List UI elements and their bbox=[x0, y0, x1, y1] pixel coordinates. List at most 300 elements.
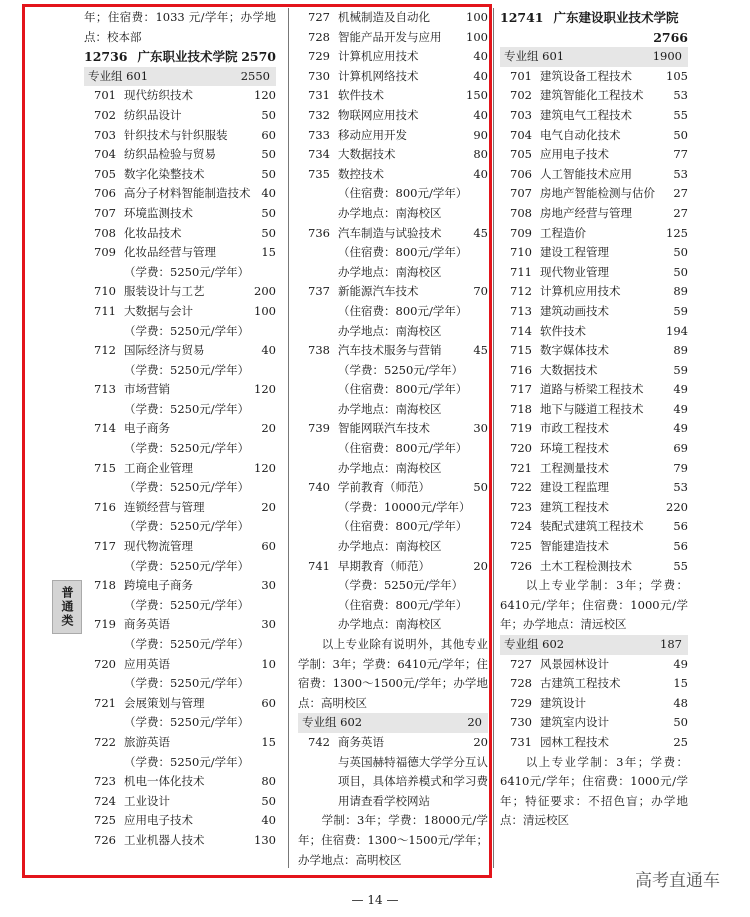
major-code: 731 bbox=[308, 88, 330, 103]
major-note: 与英国赫特福德大学学分互认项目，具体培养模式和学习费用请查看学校网站 bbox=[338, 754, 488, 808]
major-code: 725 bbox=[94, 813, 116, 828]
major-quota: 120 bbox=[254, 88, 276, 103]
major-name: 工商企业管理 bbox=[124, 460, 193, 475]
major-code: 719 bbox=[510, 421, 532, 436]
major-code: 701 bbox=[510, 68, 532, 83]
major-name: 连锁经营与管理 bbox=[124, 499, 205, 514]
major-code: 714 bbox=[510, 323, 532, 338]
major-code: 738 bbox=[308, 343, 330, 358]
note-paragraph: 以上专业学制：3年；学费：6410元/学年；住宿费：1000元/学年；办学地点：清远校区 bbox=[500, 578, 688, 632]
major-name: 市场营销 bbox=[124, 382, 170, 397]
major-code: 735 bbox=[308, 166, 330, 181]
major-code: 740 bbox=[308, 480, 330, 495]
major-row bbox=[500, 380, 688, 400]
major-quota: 49 bbox=[673, 421, 688, 436]
major-code: 732 bbox=[308, 107, 330, 122]
school-name: 广东建设职业技术学院 bbox=[553, 10, 679, 25]
major-name: 建筑设备工程技术 bbox=[540, 68, 632, 83]
major-name: 工业设计 bbox=[124, 793, 170, 808]
school-header bbox=[84, 47, 276, 67]
major-row bbox=[500, 204, 688, 224]
major-row bbox=[84, 419, 276, 439]
major-name: 电气自动化技术 bbox=[540, 127, 621, 142]
major-row bbox=[298, 126, 488, 146]
major-quota: 50 bbox=[261, 793, 276, 808]
major-note: （学费：5250元/学年） bbox=[338, 578, 464, 593]
major-row bbox=[500, 419, 688, 439]
major-name: 建筑动画技术 bbox=[540, 303, 609, 318]
major-name: 服装设计与工艺 bbox=[124, 284, 205, 299]
major-quota: 50 bbox=[261, 147, 276, 162]
major-row bbox=[500, 224, 688, 244]
major-row bbox=[84, 341, 276, 361]
major-quota: 89 bbox=[673, 284, 688, 299]
major-quota: 56 bbox=[673, 519, 688, 534]
major-code: 705 bbox=[510, 147, 532, 162]
major-row bbox=[500, 263, 688, 283]
major-quota: 48 bbox=[673, 695, 688, 710]
major-note: （学费：5250元/学年） bbox=[124, 401, 250, 416]
major-row bbox=[500, 694, 688, 714]
major-name: 纺织品检验与贸易 bbox=[124, 147, 216, 162]
major-quota: 49 bbox=[673, 382, 688, 397]
group-quota: 187 bbox=[660, 637, 682, 651]
major-name: 市政工程技术 bbox=[540, 421, 609, 436]
major-name: 汽车技术服务与营销 bbox=[338, 343, 442, 358]
major-code: 704 bbox=[94, 147, 116, 162]
major-name: 建筑工程技术 bbox=[540, 499, 609, 514]
major-name: 应用电子技术 bbox=[124, 813, 193, 828]
major-name: 环境监测技术 bbox=[124, 205, 193, 220]
major-code: 702 bbox=[510, 88, 532, 103]
major-name: 应用英语 bbox=[124, 656, 170, 671]
major-quota: 100 bbox=[466, 10, 488, 24]
major-name: 机电一体化技术 bbox=[124, 774, 205, 789]
major-code: 718 bbox=[510, 401, 532, 416]
major-note: 办学地点：南海校区 bbox=[338, 617, 442, 632]
major-row bbox=[298, 47, 488, 67]
major-quota: 80 bbox=[261, 774, 276, 789]
major-row bbox=[500, 459, 688, 479]
major-note: （住宿费：800元/学年） bbox=[338, 519, 468, 534]
major-quota: 15 bbox=[673, 676, 688, 691]
major-name: 现代物流管理 bbox=[124, 539, 193, 554]
major-quota: 220 bbox=[666, 499, 688, 514]
major-quota: 30 bbox=[261, 578, 276, 593]
major-code: 725 bbox=[510, 539, 532, 554]
major-row bbox=[84, 184, 276, 204]
major-name: 高分子材料智能制造技术 bbox=[124, 186, 251, 201]
major-code: 733 bbox=[308, 127, 330, 142]
major-row bbox=[500, 655, 688, 675]
major-code: 724 bbox=[94, 793, 116, 808]
major-code: 720 bbox=[510, 441, 532, 456]
major-name: 地下与隧道工程技术 bbox=[540, 401, 644, 416]
major-code: 717 bbox=[94, 539, 116, 554]
school-total: 2766 bbox=[653, 29, 688, 45]
major-row bbox=[500, 322, 688, 342]
major-row bbox=[298, 165, 488, 185]
major-note: （学费：5250元/学年） bbox=[124, 264, 250, 279]
group-name: 专业组 601 bbox=[504, 49, 565, 64]
watermark: 高考直通车 bbox=[635, 871, 720, 891]
major-quota: 89 bbox=[673, 343, 688, 358]
note-paragraph: 以上专业除有说明外，其他专业学制：3年；学费：6410元/学年；住宿费：1300～1500元/学年；办学地点：高明校区 bbox=[298, 637, 488, 710]
note-paragraph: 年；住宿费：1033 元/学年；办学地点：校本部 bbox=[84, 10, 276, 44]
major-name: 化妆品技术 bbox=[124, 225, 182, 240]
note-paragraph: 学制：3年；学费：18000元/学年；住宿费：1300～1500元/学年；办学地点：高明校区 bbox=[298, 813, 488, 867]
major-note: （学费：5250元/学年） bbox=[124, 715, 250, 730]
major-code: 717 bbox=[510, 382, 532, 397]
major-name: 应用电子技术 bbox=[540, 147, 609, 162]
school-code: 12741 bbox=[500, 10, 544, 25]
major-row bbox=[298, 419, 488, 439]
major-code: 706 bbox=[94, 186, 116, 201]
major-name: 大数据技术 bbox=[540, 362, 598, 377]
column-divider bbox=[493, 8, 494, 868]
major-quota: 60 bbox=[261, 539, 276, 554]
major-name: 数控技术 bbox=[338, 166, 384, 181]
major-name: 计算机应用技术 bbox=[540, 284, 621, 299]
major-code: 709 bbox=[94, 245, 116, 260]
major-quota: 77 bbox=[673, 147, 688, 162]
school-header bbox=[500, 8, 688, 28]
page-number: — 14 — bbox=[351, 893, 399, 907]
major-quota: 120 bbox=[254, 460, 276, 475]
major-row bbox=[298, 86, 488, 106]
major-row bbox=[500, 243, 688, 263]
major-name: 化妆品经营与管理 bbox=[124, 245, 216, 260]
major-name: 工业机器人技术 bbox=[124, 832, 205, 847]
major-quota: 70 bbox=[473, 284, 488, 299]
major-quota: 40 bbox=[473, 166, 488, 181]
major-code: 718 bbox=[94, 578, 116, 593]
major-quota: 27 bbox=[673, 186, 688, 201]
major-row bbox=[500, 165, 688, 185]
major-quota: 50 bbox=[261, 166, 276, 181]
major-row bbox=[84, 380, 276, 400]
major-code: 709 bbox=[510, 225, 532, 240]
major-row bbox=[298, 67, 488, 87]
major-quota: 50 bbox=[673, 264, 688, 279]
major-code: 707 bbox=[510, 186, 532, 201]
major-name: 大数据技术 bbox=[338, 147, 396, 162]
major-code: 728 bbox=[308, 29, 330, 44]
major-name: 旅游英语 bbox=[124, 734, 170, 749]
major-code: 724 bbox=[510, 519, 532, 534]
major-quota: 30 bbox=[261, 617, 276, 632]
major-quota: 30 bbox=[473, 421, 488, 436]
group-name: 专业组 602 bbox=[504, 637, 565, 651]
major-code: 730 bbox=[308, 68, 330, 83]
major-name: 工程测量技术 bbox=[540, 460, 609, 475]
major-note: （学费：5250元/学年） bbox=[124, 558, 250, 573]
major-row bbox=[500, 145, 688, 165]
major-code: 731 bbox=[510, 734, 532, 749]
major-row bbox=[500, 86, 688, 106]
major-code: 741 bbox=[308, 558, 330, 573]
major-quota: 50 bbox=[261, 107, 276, 122]
major-row bbox=[500, 498, 688, 518]
major-code: 713 bbox=[510, 303, 532, 318]
major-quota: 20 bbox=[473, 734, 488, 749]
major-note: （学费：5250元/学年） bbox=[124, 597, 250, 612]
major-quota: 90 bbox=[473, 127, 488, 142]
major-row bbox=[298, 557, 488, 577]
major-row bbox=[298, 341, 488, 361]
major-quota: 50 bbox=[673, 245, 688, 260]
major-name: 土木工程检测技术 bbox=[540, 558, 632, 573]
major-quota: 10 bbox=[261, 656, 276, 671]
major-row bbox=[84, 165, 276, 185]
major-quota: 45 bbox=[473, 343, 488, 358]
major-row bbox=[500, 439, 688, 459]
major-code: 714 bbox=[94, 421, 116, 436]
major-row bbox=[298, 733, 488, 753]
major-code: 742 bbox=[308, 734, 330, 749]
major-quota: 40 bbox=[261, 343, 276, 358]
major-name: 计算机应用技术 bbox=[338, 49, 419, 64]
major-quota: 80 bbox=[473, 147, 488, 162]
group-quota: 1900 bbox=[652, 49, 682, 64]
major-quota: 79 bbox=[673, 460, 688, 475]
major-name: 商务英语 bbox=[124, 617, 170, 632]
category-label: 普通类 bbox=[52, 580, 82, 634]
major-name: 国际经济与贸易 bbox=[124, 343, 205, 358]
school-name: 广东职业技术学院 bbox=[137, 49, 238, 65]
major-note: 办学地点：南海校区 bbox=[338, 401, 442, 416]
major-row bbox=[84, 145, 276, 165]
major-note: （住宿费：800元/学年） bbox=[338, 245, 468, 260]
major-name: 软件技术 bbox=[338, 88, 384, 103]
major-row bbox=[500, 478, 688, 498]
major-group-header bbox=[500, 635, 688, 655]
major-quota: 40 bbox=[473, 68, 488, 83]
major-quota: 49 bbox=[673, 401, 688, 416]
major-row bbox=[500, 106, 688, 126]
major-note: 办学地点：南海校区 bbox=[338, 205, 442, 220]
major-name: 建筑设计 bbox=[540, 695, 586, 710]
major-row bbox=[84, 224, 276, 244]
major-code: 710 bbox=[94, 284, 116, 299]
major-quota: 50 bbox=[473, 480, 488, 495]
major-row bbox=[500, 557, 688, 577]
major-code: 729 bbox=[308, 49, 330, 64]
major-quota: 55 bbox=[673, 558, 688, 573]
major-note: 办学地点：南海校区 bbox=[338, 460, 442, 475]
major-name: 人工智能技术应用 bbox=[540, 166, 632, 181]
major-row bbox=[500, 537, 688, 557]
major-code: 715 bbox=[510, 343, 532, 358]
major-quota: 45 bbox=[473, 225, 488, 240]
major-name: 建筑室内设计 bbox=[540, 715, 609, 730]
major-note: （学费：5250元/学年） bbox=[124, 362, 250, 377]
major-code: 713 bbox=[94, 382, 116, 397]
major-name: 建筑电气工程技术 bbox=[540, 107, 632, 122]
major-code: 736 bbox=[308, 225, 330, 240]
major-note: （学费：5250元/学年） bbox=[124, 754, 250, 769]
major-note: （住宿费：800元/学年） bbox=[338, 303, 468, 318]
major-name: 道路与桥梁工程技术 bbox=[540, 382, 644, 397]
major-quota: 60 bbox=[261, 127, 276, 142]
major-row bbox=[84, 831, 276, 851]
major-row bbox=[500, 302, 688, 322]
major-row bbox=[84, 733, 276, 753]
major-name: 智能网联汽车技术 bbox=[338, 421, 430, 436]
major-code: 728 bbox=[510, 676, 532, 691]
major-note: （学费：5250元/学年） bbox=[124, 480, 250, 495]
major-code: 708 bbox=[94, 225, 116, 240]
major-row bbox=[500, 184, 688, 204]
major-name: 机械制造及自动化 bbox=[338, 10, 430, 24]
major-quota: 40 bbox=[261, 813, 276, 828]
major-quota: 53 bbox=[673, 166, 688, 181]
major-code: 716 bbox=[94, 499, 116, 514]
major-row bbox=[500, 361, 688, 381]
major-row bbox=[298, 282, 488, 302]
major-code: 721 bbox=[510, 460, 532, 475]
major-row bbox=[84, 106, 276, 126]
school-quota: 2570 bbox=[241, 49, 276, 65]
major-quota: 69 bbox=[673, 441, 688, 456]
major-quota: 120 bbox=[254, 382, 276, 397]
major-name: 纺织品设计 bbox=[124, 107, 182, 122]
major-code: 711 bbox=[510, 264, 532, 279]
column-divider bbox=[288, 8, 289, 868]
major-name: 学前教育（师范） bbox=[338, 480, 430, 495]
major-quota: 40 bbox=[473, 49, 488, 64]
major-row bbox=[84, 302, 276, 322]
major-code: 729 bbox=[510, 695, 532, 710]
major-code: 703 bbox=[94, 127, 116, 142]
major-quota: 55 bbox=[673, 107, 688, 122]
major-quota: 125 bbox=[666, 225, 688, 240]
major-note: （学费：5250元/学年） bbox=[124, 441, 250, 456]
major-code: 708 bbox=[510, 205, 532, 220]
major-name: 会展策划与管理 bbox=[124, 695, 205, 710]
major-code: 726 bbox=[510, 558, 532, 573]
major-quota: 15 bbox=[261, 245, 276, 260]
major-quota: 56 bbox=[673, 539, 688, 554]
major-name: 房地产经营与管理 bbox=[540, 205, 632, 220]
major-code: 726 bbox=[94, 832, 116, 847]
major-code: 722 bbox=[510, 480, 532, 495]
major-quota: 150 bbox=[466, 88, 488, 103]
major-quota: 50 bbox=[261, 205, 276, 220]
major-quota: 53 bbox=[673, 88, 688, 103]
major-code: 712 bbox=[94, 343, 116, 358]
major-name: 智能建造技术 bbox=[540, 539, 609, 554]
major-quota: 100 bbox=[466, 29, 488, 44]
major-name: 房地产智能检测与估价 bbox=[540, 186, 655, 201]
major-code: 723 bbox=[94, 774, 116, 789]
major-group-header bbox=[500, 47, 688, 67]
major-row bbox=[84, 576, 276, 596]
major-code: 730 bbox=[510, 715, 532, 730]
major-row bbox=[500, 517, 688, 537]
major-name: 数字化染整技术 bbox=[124, 166, 205, 181]
major-name: 移动应用开发 bbox=[338, 127, 407, 142]
major-note: （学费：5250元/学年） bbox=[338, 362, 464, 377]
major-note: （学费：5250元/学年） bbox=[124, 519, 250, 534]
major-code: 723 bbox=[510, 499, 532, 514]
major-quota: 100 bbox=[254, 303, 276, 318]
major-name: 风景园林设计 bbox=[540, 656, 609, 671]
major-code: 720 bbox=[94, 656, 116, 671]
major-row bbox=[298, 8, 488, 28]
major-note: （住宿费：800元/学年） bbox=[338, 382, 468, 397]
major-code: 702 bbox=[94, 107, 116, 122]
major-row bbox=[84, 204, 276, 224]
major-code: 721 bbox=[94, 695, 116, 710]
major-quota: 194 bbox=[666, 323, 688, 338]
major-row bbox=[84, 537, 276, 557]
major-row bbox=[298, 224, 488, 244]
major-row bbox=[84, 792, 276, 812]
major-code: 710 bbox=[510, 245, 532, 260]
major-row bbox=[500, 126, 688, 146]
major-row bbox=[298, 28, 488, 48]
major-code: 703 bbox=[510, 107, 532, 122]
major-row bbox=[298, 145, 488, 165]
major-name: 古建筑工程技术 bbox=[540, 676, 621, 691]
major-quota: 59 bbox=[673, 362, 688, 377]
group-quota: 2550 bbox=[240, 68, 270, 83]
major-code: 727 bbox=[308, 10, 330, 24]
major-note: （学费：5250元/学年） bbox=[124, 676, 250, 691]
major-row bbox=[84, 655, 276, 675]
major-row bbox=[500, 713, 688, 733]
major-name: 汽车制造与试验技术 bbox=[338, 225, 442, 240]
note-paragraph: 以上专业学制：3年；学费：6410元/学年；住宿费：1000元/学年；特征要求：不招色盲；办学地点：清远校区 bbox=[500, 754, 688, 828]
major-name: 跨境电子商务 bbox=[124, 578, 193, 593]
major-quota: 20 bbox=[261, 499, 276, 514]
major-quota: 60 bbox=[261, 695, 276, 710]
major-group-header bbox=[298, 713, 488, 733]
major-quota: 25 bbox=[673, 734, 688, 749]
major-quota: 50 bbox=[261, 225, 276, 240]
major-row bbox=[84, 772, 276, 792]
major-name: 智能产品开发与应用 bbox=[338, 29, 442, 44]
major-row bbox=[84, 243, 276, 263]
major-code: 734 bbox=[308, 147, 330, 162]
major-row bbox=[500, 341, 688, 361]
major-code: 706 bbox=[510, 166, 532, 181]
major-name: 电子商务 bbox=[124, 421, 170, 436]
major-code: 716 bbox=[510, 362, 532, 377]
major-code: 727 bbox=[510, 656, 532, 671]
major-code: 719 bbox=[94, 617, 116, 632]
major-row bbox=[84, 86, 276, 106]
major-note: 办学地点：南海校区 bbox=[338, 323, 442, 338]
major-code: 704 bbox=[510, 127, 532, 142]
column-right bbox=[500, 8, 688, 831]
column-left bbox=[84, 8, 276, 851]
major-name: 园林工程技术 bbox=[540, 734, 609, 749]
major-name: 物联网应用技术 bbox=[338, 107, 419, 122]
major-name: 软件技术 bbox=[540, 323, 586, 338]
major-code: 701 bbox=[94, 88, 116, 103]
major-quota: 50 bbox=[673, 127, 688, 142]
major-code: 707 bbox=[94, 205, 116, 220]
major-note: （学费：5250元/学年） bbox=[124, 637, 250, 651]
group-name: 专业组 601 bbox=[88, 68, 149, 83]
major-quota: 130 bbox=[254, 832, 276, 847]
major-name: 早期教育（师范） bbox=[338, 558, 430, 573]
major-name: 建设工程监理 bbox=[540, 480, 609, 495]
major-code: 711 bbox=[94, 303, 116, 318]
major-code: 739 bbox=[308, 421, 330, 436]
